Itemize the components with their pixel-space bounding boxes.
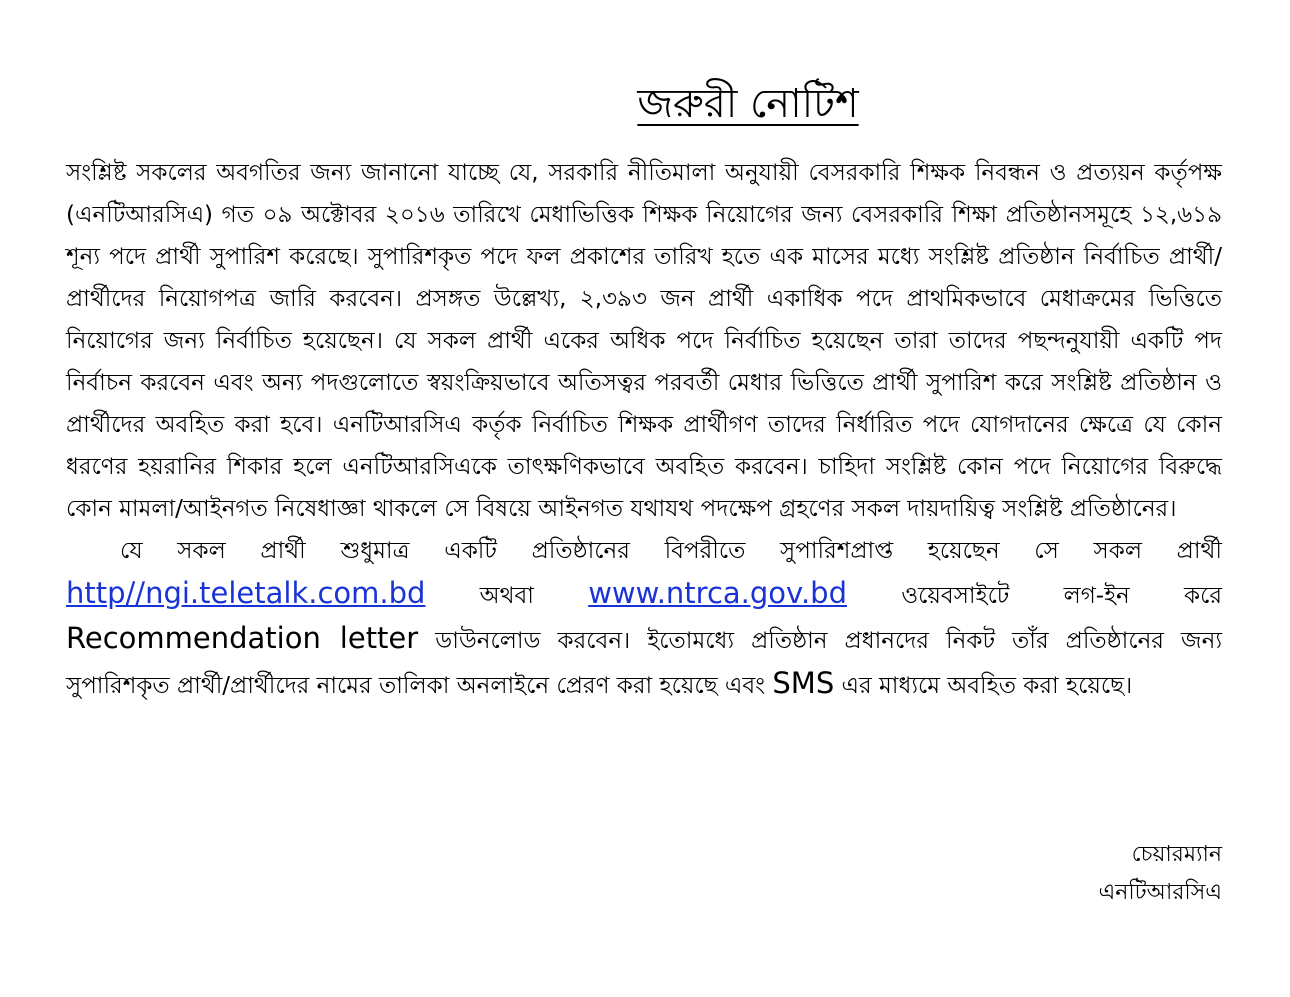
paragraph-2-text-2: অথবা [425, 583, 589, 609]
paragraph-2-text-1: যে সকল প্রার্থী শুধুমাত্র একটি প্রতিষ্ঠানের বিপরীতে সুপারিশপ্রাপ্ত হয়েছেন সে সকল প্রার্থী [120, 538, 1222, 564]
signature-designation: চেয়ারম্যান [1131, 842, 1222, 867]
ntrca-website-link[interactable]: www.ntrca.gov.bd [588, 576, 847, 610]
notice-paragraph-2 [66, 530, 1222, 707]
notice-paragraph-1: সংশ্লিষ্ট সকলের অবগতির জন্য জানানো যাচ্ছে যে, সরকারি নীতিমালা অনুযায়ী বেসরকারি শিক্ষক নিবন্ধন ও প্রত্যয়ন কর্তৃপক্ষ (এনটিআরসিএ) গত ০৯ অক্টোবর ২০১৬ তারিখে মেধাভিত্তিক শিক্ষক নিয়োগের জন্য বেসরকারি শিক্ষা প্রতিষ্ঠানসমূহে ১২,৬১৯ শূন্য পদে প্রার্থী সুপারিশ করেছে। সুপারিশকৃত পদে ফল প্রকাশের তারিখ হতে এক মাসের মধ্যে সংশ্লিষ্ট প্রতিষ্ঠান নির্বাচিত প্রার্থী/প্রার্থীদের নিয়োগপত্র জারি করবেন। প্রসঙ্গত উল্লেখ্য, ২,৩৯৩ জন প্রার্থী একাধিক পদে প্রাথমিকভাবে মেধাক্রমের ভিত্তিতে নিয়োগের জন্য নির্বাচিত হয়েছেন। যে সকল প্রার্থী একের অধিক পদে নির্বাচিত হয়েছেন তারা তাদের পছন্দনুযায়ী একটি পদ নির্বাচন করবেন এবং অন্য পদগুলোতে স্বয়ংক্রিয়ভাবে অতিসত্বর পরবর্তী মেধার ভিত্তিতে প্রার্থী সুপারিশ করে সংশ্লিষ্ট প্রতিষ্ঠান ও প্রার্থীদের অবহিত করা হবে। এনটিআরসিএ কর্তৃক নির্বাচিত শিক্ষক প্রার্থীগণ তাদের নির্ধারিত পদে যোগদানের ক্ষেত্রে যে কোন ধরণের হয়রানির শিকার হলে এনটিআরসিএকে তাৎক্ষণিকভাবে অবহিত করবেন। চাহিদা সংশ্লিষ্ট কোন পদে নিয়োগের বিরুদ্ধে কোন মামলা/আইনগত নিষেধাজ্ঞা থাকলে সে বিষয়ে আইনগত যথাযথ পদক্ষেপ গ্রহণের সকল দায়দায়িত্ব সংশ্লিষ্ট প্রতিষ্ঠানের। [66, 160, 1222, 522]
paragraph-2-text-5: এর মাধ্যমে অবহিত করা হয়েছে। [834, 673, 1133, 699]
signature-organization: এনটিআরসিএ [1098, 880, 1222, 905]
recommendation-letter-text: Recommendation letter [66, 621, 419, 655]
sms-text: SMS [772, 666, 835, 700]
teletalk-link[interactable]: http//ngi.teletalk.com.bd [66, 576, 426, 610]
paragraph-2-text-3: ওয়েবসাইটে লগ-ইন করে [846, 583, 1222, 609]
paragraph-2-text-4: ডাউনলোড করবেন। ইতোমধ্যে প্রতিষ্ঠান প্রধানদের নিকট তাঁর প্রতিষ্ঠানের জন্য সুপারিশকৃত প্রার্থী/প্রার্থীদের নামের তালিকা অনলাইনে প্রেরণ করা হয়েছে এবং [66, 628, 1222, 699]
signature-block [1099, 836, 1222, 912]
notice-title: জরুরী নোটিশ [637, 81, 859, 127]
notice-document [66, 72, 1222, 707]
